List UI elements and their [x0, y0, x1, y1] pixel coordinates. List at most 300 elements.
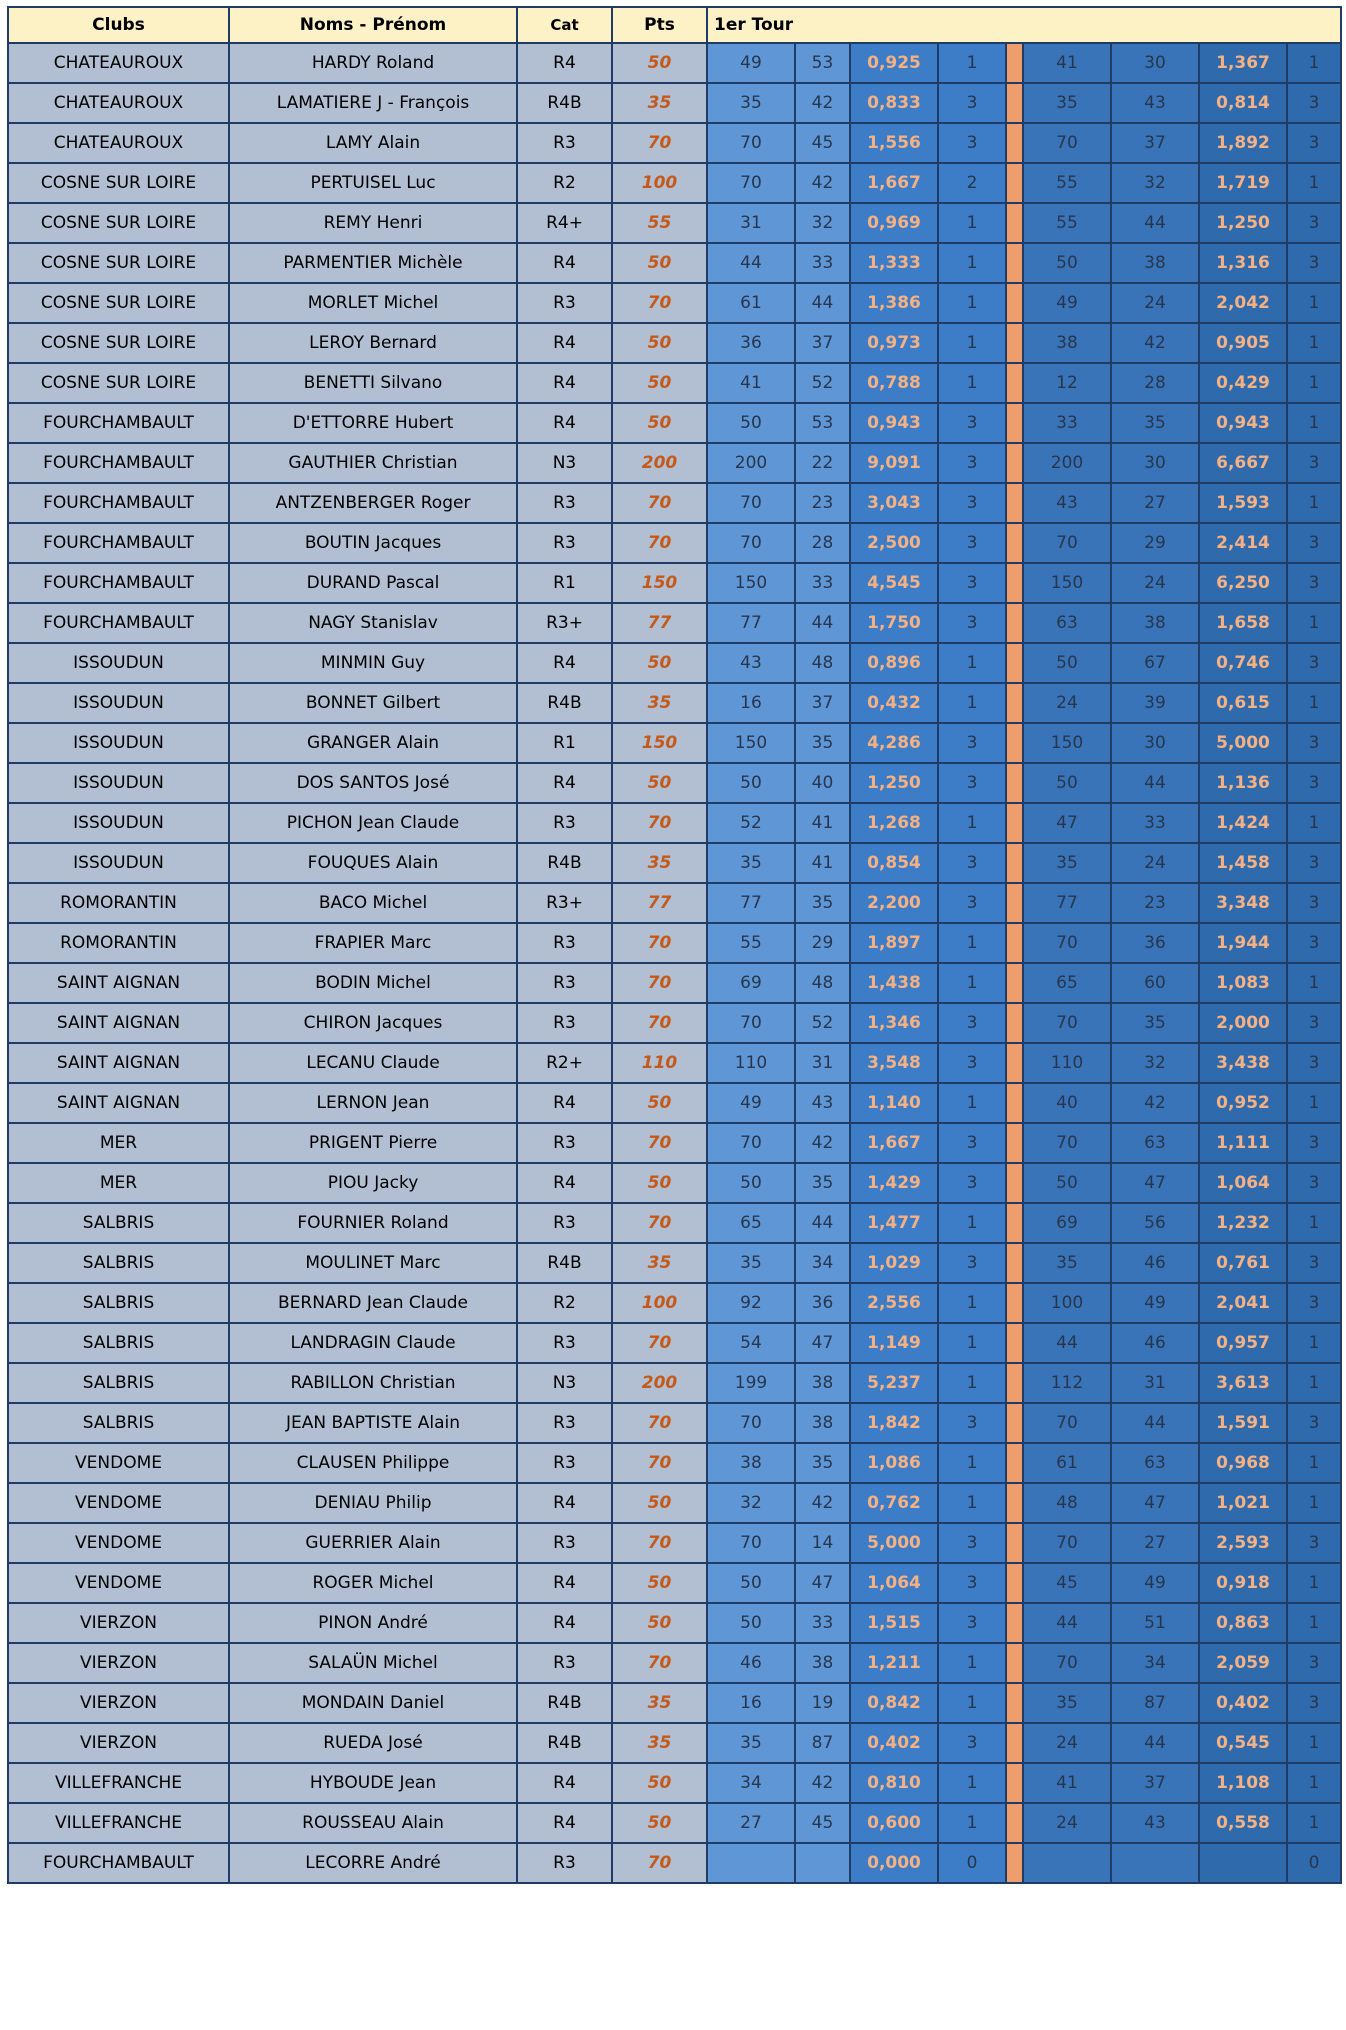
- round1-score-cell: 49: [707, 43, 795, 83]
- club-cell: VILLEFRANCHE: [8, 1763, 229, 1803]
- round2-score-cell: 41: [1023, 1763, 1111, 1803]
- category-cell: R3: [517, 963, 612, 1003]
- points-cell: 50: [612, 643, 707, 683]
- player-name-cell: GUERRIER Alain: [229, 1523, 517, 1563]
- round2-result-cell: 3: [1287, 723, 1341, 763]
- round2-result-cell: 1: [1287, 1083, 1341, 1123]
- round1-average-cell: 1,750: [850, 603, 938, 643]
- round2-score-cell: 50: [1023, 643, 1111, 683]
- points-cell: 200: [612, 443, 707, 483]
- round2-score-cell: 47: [1023, 803, 1111, 843]
- separator-cell: [1006, 1683, 1023, 1723]
- round1-average-cell: 1,386: [850, 283, 938, 323]
- round1-result-cell: 3: [938, 763, 1006, 803]
- round2-result-cell: 1: [1287, 1763, 1341, 1803]
- points-cell: 50: [612, 43, 707, 83]
- header-name: Noms - Prénom: [229, 7, 517, 43]
- round2-innings-cell: 36: [1111, 923, 1199, 963]
- club-cell: VIERZON: [8, 1683, 229, 1723]
- separator-cell: [1006, 83, 1023, 123]
- round2-innings-cell: 35: [1111, 1003, 1199, 1043]
- round1-average-cell: 1,556: [850, 123, 938, 163]
- player-name-cell: CHIRON Jacques: [229, 1003, 517, 1043]
- points-cell: 50: [612, 243, 707, 283]
- round1-innings-cell: 42: [795, 1483, 850, 1523]
- round2-innings-cell: 63: [1111, 1443, 1199, 1483]
- round1-result-cell: 1: [938, 1803, 1006, 1843]
- points-cell: 35: [612, 1723, 707, 1763]
- round2-average-cell: 1,083: [1199, 963, 1287, 1003]
- round1-score-cell: 150: [707, 723, 795, 763]
- round2-innings-cell: 30: [1111, 443, 1199, 483]
- round2-score-cell: 70: [1023, 523, 1111, 563]
- separator-cell: [1006, 803, 1023, 843]
- player-name-cell: D'ETTORRE Hubert: [229, 403, 517, 443]
- category-cell: R4: [517, 1563, 612, 1603]
- points-cell: 70: [612, 283, 707, 323]
- round2-innings-cell: 43: [1111, 83, 1199, 123]
- points-cell: 70: [612, 1323, 707, 1363]
- round1-innings-cell: 41: [795, 803, 850, 843]
- round1-result-cell: 1: [938, 1203, 1006, 1243]
- round1-average-cell: 0,762: [850, 1483, 938, 1523]
- round2-average-cell: 0,957: [1199, 1323, 1287, 1363]
- round1-innings-cell: 47: [795, 1563, 850, 1603]
- player-name-cell: BOUTIN Jacques: [229, 523, 517, 563]
- round1-score-cell: 32: [707, 1483, 795, 1523]
- table-row: [8, 1363, 1341, 1403]
- round2-result-cell: 3: [1287, 1643, 1341, 1683]
- points-cell: 70: [612, 923, 707, 963]
- table-row: [8, 83, 1341, 123]
- round1-score-cell: 77: [707, 603, 795, 643]
- round1-innings-cell: 44: [795, 603, 850, 643]
- club-cell: ROMORANTIN: [8, 883, 229, 923]
- player-name-cell: PARMENTIER Michèle: [229, 243, 517, 283]
- round2-innings-cell: 27: [1111, 1523, 1199, 1563]
- category-cell: R4B: [517, 1243, 612, 1283]
- club-cell: ISSOUDUN: [8, 843, 229, 883]
- points-cell: 50: [612, 1563, 707, 1603]
- round1-average-cell: 0,943: [850, 403, 938, 443]
- round1-result-cell: 1: [938, 1443, 1006, 1483]
- category-cell: R3: [517, 1323, 612, 1363]
- player-name-cell: LANDRAGIN Claude: [229, 1323, 517, 1363]
- round1-average-cell: 1,346: [850, 1003, 938, 1043]
- club-cell: ISSOUDUN: [8, 803, 229, 843]
- points-cell: 150: [612, 563, 707, 603]
- category-cell: R1: [517, 723, 612, 763]
- player-name-cell: HYBOUDE Jean: [229, 1763, 517, 1803]
- round1-innings-cell: [795, 1843, 850, 1883]
- table-row: [8, 523, 1341, 563]
- round2-score-cell: 61: [1023, 1443, 1111, 1483]
- player-name-cell: LECORRE André: [229, 1843, 517, 1883]
- round1-result-cell: 1: [938, 283, 1006, 323]
- club-cell: ROMORANTIN: [8, 923, 229, 963]
- points-cell: 55: [612, 203, 707, 243]
- round1-score-cell: 92: [707, 1283, 795, 1323]
- points-cell: 35: [612, 1243, 707, 1283]
- round1-innings-cell: 33: [795, 563, 850, 603]
- round1-average-cell: 1,333: [850, 243, 938, 283]
- round2-score-cell: 35: [1023, 83, 1111, 123]
- round2-result-cell: 3: [1287, 123, 1341, 163]
- round2-result-cell: 1: [1287, 683, 1341, 723]
- club-cell: FOURCHAMBAULT: [8, 563, 229, 603]
- category-cell: R4: [517, 1803, 612, 1843]
- category-cell: R4: [517, 1083, 612, 1123]
- club-cell: SALBRIS: [8, 1203, 229, 1243]
- round2-result-cell: 3: [1287, 763, 1341, 803]
- separator-cell: [1006, 1643, 1023, 1683]
- table-row: [8, 1563, 1341, 1603]
- round1-result-cell: 1: [938, 243, 1006, 283]
- round1-score-cell: 44: [707, 243, 795, 283]
- round1-result-cell: 3: [938, 83, 1006, 123]
- round1-innings-cell: 52: [795, 363, 850, 403]
- header-cat: Cat: [517, 7, 612, 43]
- round1-score-cell: 43: [707, 643, 795, 683]
- points-cell: 70: [612, 1203, 707, 1243]
- table-row: [8, 1323, 1341, 1363]
- club-cell: FOURCHAMBAULT: [8, 523, 229, 563]
- points-cell: 50: [612, 1603, 707, 1643]
- separator-cell: [1006, 1083, 1023, 1123]
- club-cell: VILLEFRANCHE: [8, 1803, 229, 1843]
- separator-cell: [1006, 1803, 1023, 1843]
- player-name-cell: GAUTHIER Christian: [229, 443, 517, 483]
- player-name-cell: PINON André: [229, 1603, 517, 1643]
- points-cell: 70: [612, 1403, 707, 1443]
- round1-average-cell: 0,896: [850, 643, 938, 683]
- round2-result-cell: 3: [1287, 563, 1341, 603]
- round1-score-cell: 49: [707, 1083, 795, 1123]
- separator-cell: [1006, 763, 1023, 803]
- round2-result-cell: 3: [1287, 1123, 1341, 1163]
- table-row: [8, 443, 1341, 483]
- club-cell: FOURCHAMBAULT: [8, 443, 229, 483]
- separator-cell: [1006, 283, 1023, 323]
- player-name-cell: LERNON Jean: [229, 1083, 517, 1123]
- separator-cell: [1006, 523, 1023, 563]
- round2-average-cell: 0,746: [1199, 643, 1287, 683]
- table-row: [8, 683, 1341, 723]
- round2-score-cell: 70: [1023, 1123, 1111, 1163]
- category-cell: R4B: [517, 1683, 612, 1723]
- round2-score-cell: 70: [1023, 1643, 1111, 1683]
- club-cell: ISSOUDUN: [8, 643, 229, 683]
- category-cell: R3: [517, 123, 612, 163]
- round2-result-cell: 1: [1287, 1723, 1341, 1763]
- player-name-cell: BODIN Michel: [229, 963, 517, 1003]
- club-cell: SAINT AIGNAN: [8, 1043, 229, 1083]
- table-row: [8, 1643, 1341, 1683]
- player-name-cell: LECANU Claude: [229, 1043, 517, 1083]
- round1-score-cell: 50: [707, 1163, 795, 1203]
- points-cell: 50: [612, 763, 707, 803]
- round1-score-cell: 36: [707, 323, 795, 363]
- round1-score-cell: 16: [707, 683, 795, 723]
- player-name-cell: PERTUISEL Luc: [229, 163, 517, 203]
- round1-score-cell: 50: [707, 403, 795, 443]
- player-name-cell: REMY Henri: [229, 203, 517, 243]
- table-row: [8, 483, 1341, 523]
- round1-average-cell: 5,237: [850, 1363, 938, 1403]
- player-name-cell: FRAPIER Marc: [229, 923, 517, 963]
- round2-result-cell: 1: [1287, 363, 1341, 403]
- player-name-cell: CLAUSEN Philippe: [229, 1443, 517, 1483]
- round2-result-cell: 3: [1287, 1283, 1341, 1323]
- separator-cell: [1006, 1523, 1023, 1563]
- round1-average-cell: 0,810: [850, 1763, 938, 1803]
- round2-average-cell: 1,108: [1199, 1763, 1287, 1803]
- round2-innings-cell: 87: [1111, 1683, 1199, 1723]
- club-cell: SALBRIS: [8, 1403, 229, 1443]
- round1-average-cell: 2,556: [850, 1283, 938, 1323]
- table-row: [8, 1403, 1341, 1443]
- club-cell: SAINT AIGNAN: [8, 963, 229, 1003]
- round2-score-cell: 69: [1023, 1203, 1111, 1243]
- points-cell: 77: [612, 883, 707, 923]
- round1-innings-cell: 35: [795, 1163, 850, 1203]
- table-row: [8, 803, 1341, 843]
- round1-score-cell: [707, 1843, 795, 1883]
- separator-cell: [1006, 923, 1023, 963]
- table-row: [8, 1803, 1341, 1843]
- separator-cell: [1006, 1603, 1023, 1643]
- table-row: [8, 363, 1341, 403]
- table-row: [8, 1003, 1341, 1043]
- separator-cell: [1006, 403, 1023, 443]
- round1-score-cell: 70: [707, 123, 795, 163]
- round2-innings-cell: 28: [1111, 363, 1199, 403]
- round2-innings-cell: 32: [1111, 163, 1199, 203]
- player-name-cell: MONDAIN Daniel: [229, 1683, 517, 1723]
- table-row: [8, 883, 1341, 923]
- club-cell: COSNE SUR LOIRE: [8, 203, 229, 243]
- round1-result-cell: 3: [938, 443, 1006, 483]
- table-row: [8, 1203, 1341, 1243]
- header-pts: Pts: [612, 7, 707, 43]
- round2-result-cell: 1: [1287, 163, 1341, 203]
- round2-average-cell: 1,591: [1199, 1403, 1287, 1443]
- round2-average-cell: 0,943: [1199, 403, 1287, 443]
- round2-score-cell: 48: [1023, 1483, 1111, 1523]
- round1-average-cell: 4,286: [850, 723, 938, 763]
- round2-score-cell: 35: [1023, 843, 1111, 883]
- round1-result-cell: 1: [938, 1483, 1006, 1523]
- round1-score-cell: 69: [707, 963, 795, 1003]
- separator-cell: [1006, 1723, 1023, 1763]
- round1-result-cell: 1: [938, 683, 1006, 723]
- player-name-cell: DENIAU Philip: [229, 1483, 517, 1523]
- round1-result-cell: 3: [938, 523, 1006, 563]
- club-cell: ISSOUDUN: [8, 763, 229, 803]
- round1-score-cell: 50: [707, 1563, 795, 1603]
- round1-innings-cell: 19: [795, 1683, 850, 1723]
- round2-score-cell: 38: [1023, 323, 1111, 363]
- round2-innings-cell: 31: [1111, 1363, 1199, 1403]
- round1-score-cell: 70: [707, 163, 795, 203]
- round1-innings-cell: 48: [795, 643, 850, 683]
- separator-cell: [1006, 1763, 1023, 1803]
- round1-average-cell: 0,973: [850, 323, 938, 363]
- points-cell: 50: [612, 1083, 707, 1123]
- player-name-cell: GRANGER Alain: [229, 723, 517, 763]
- round1-result-cell: 1: [938, 323, 1006, 363]
- round2-innings-cell: 33: [1111, 803, 1199, 843]
- category-cell: N3: [517, 443, 612, 483]
- round2-result-cell: 1: [1287, 963, 1341, 1003]
- header-tour: 1er Tour: [707, 7, 1341, 43]
- club-cell: FOURCHAMBAULT: [8, 603, 229, 643]
- club-cell: VENDOME: [8, 1483, 229, 1523]
- round2-average-cell: 6,250: [1199, 563, 1287, 603]
- points-cell: 150: [612, 723, 707, 763]
- results-table: [7, 6, 1342, 1884]
- category-cell: R2+: [517, 1043, 612, 1083]
- round2-average-cell: 1,232: [1199, 1203, 1287, 1243]
- round1-result-cell: 3: [938, 1123, 1006, 1163]
- round2-innings-cell: 38: [1111, 603, 1199, 643]
- player-name-cell: ROGER Michel: [229, 1563, 517, 1603]
- round2-score-cell: 45: [1023, 1563, 1111, 1603]
- separator-cell: [1006, 123, 1023, 163]
- round2-innings-cell: 56: [1111, 1203, 1199, 1243]
- round2-result-cell: 3: [1287, 443, 1341, 483]
- round1-average-cell: 4,545: [850, 563, 938, 603]
- round2-innings-cell: 49: [1111, 1283, 1199, 1323]
- table-row: [8, 243, 1341, 283]
- round2-innings-cell: 42: [1111, 323, 1199, 363]
- points-cell: 35: [612, 683, 707, 723]
- table-row: [8, 123, 1341, 163]
- points-cell: 70: [612, 1123, 707, 1163]
- table-row: [8, 283, 1341, 323]
- player-name-cell: BERNARD Jean Claude: [229, 1283, 517, 1323]
- round2-score-cell: 70: [1023, 923, 1111, 963]
- round2-result-cell: 3: [1287, 1043, 1341, 1083]
- round2-score-cell: 44: [1023, 1603, 1111, 1643]
- round2-innings-cell: 32: [1111, 1043, 1199, 1083]
- round1-innings-cell: 53: [795, 43, 850, 83]
- round2-average-cell: 0,814: [1199, 83, 1287, 123]
- round1-innings-cell: 41: [795, 843, 850, 883]
- player-name-cell: BENETTI Silvano: [229, 363, 517, 403]
- round2-innings-cell: 63: [1111, 1123, 1199, 1163]
- table-row: [8, 1723, 1341, 1763]
- club-cell: COSNE SUR LOIRE: [8, 283, 229, 323]
- table-row: [8, 1163, 1341, 1203]
- round1-innings-cell: 42: [795, 1123, 850, 1163]
- round1-score-cell: 200: [707, 443, 795, 483]
- round2-result-cell: 1: [1287, 483, 1341, 523]
- round1-innings-cell: 35: [795, 883, 850, 923]
- category-cell: R3: [517, 1003, 612, 1043]
- round2-result-cell: 3: [1287, 523, 1341, 563]
- round1-score-cell: 31: [707, 203, 795, 243]
- round1-innings-cell: 38: [795, 1643, 850, 1683]
- round1-result-cell: 3: [938, 1043, 1006, 1083]
- player-name-cell: NAGY Stanislav: [229, 603, 517, 643]
- round1-result-cell: 1: [938, 1083, 1006, 1123]
- round2-innings-cell: 43: [1111, 1803, 1199, 1843]
- separator-cell: [1006, 1123, 1023, 1163]
- round1-innings-cell: 14: [795, 1523, 850, 1563]
- player-name-cell: LEROY Bernard: [229, 323, 517, 363]
- round1-score-cell: 35: [707, 1243, 795, 1283]
- round2-innings-cell: 24: [1111, 843, 1199, 883]
- round1-average-cell: 0,842: [850, 1683, 938, 1723]
- round2-innings-cell: 51: [1111, 1603, 1199, 1643]
- round2-innings-cell: 46: [1111, 1243, 1199, 1283]
- table-row: [8, 603, 1341, 643]
- category-cell: R3: [517, 1843, 612, 1883]
- table-row: [8, 43, 1341, 83]
- separator-cell: [1006, 1483, 1023, 1523]
- round2-score-cell: 200: [1023, 443, 1111, 483]
- round1-score-cell: 110: [707, 1043, 795, 1083]
- round1-score-cell: 70: [707, 523, 795, 563]
- points-cell: 70: [612, 1643, 707, 1683]
- round2-innings-cell: 38: [1111, 243, 1199, 283]
- round1-result-cell: 3: [938, 843, 1006, 883]
- table-row: [8, 1283, 1341, 1323]
- round2-score-cell: 50: [1023, 1163, 1111, 1203]
- round1-average-cell: 1,515: [850, 1603, 938, 1643]
- round2-result-cell: 1: [1287, 283, 1341, 323]
- round2-score-cell: 50: [1023, 763, 1111, 803]
- round1-average-cell: 0,854: [850, 843, 938, 883]
- round1-score-cell: 150: [707, 563, 795, 603]
- table-row: [8, 1243, 1341, 1283]
- round1-innings-cell: 28: [795, 523, 850, 563]
- category-cell: R4: [517, 363, 612, 403]
- round1-score-cell: 46: [707, 1643, 795, 1683]
- club-cell: ISSOUDUN: [8, 723, 229, 763]
- points-cell: 50: [612, 363, 707, 403]
- club-cell: SALBRIS: [8, 1323, 229, 1363]
- club-cell: VENDOME: [8, 1523, 229, 1563]
- round2-innings-cell: [1111, 1843, 1199, 1883]
- round1-innings-cell: 32: [795, 203, 850, 243]
- points-cell: 70: [612, 963, 707, 1003]
- round2-average-cell: 2,042: [1199, 283, 1287, 323]
- club-cell: SALBRIS: [8, 1243, 229, 1283]
- points-cell: 70: [612, 1443, 707, 1483]
- category-cell: R3: [517, 1403, 612, 1443]
- category-cell: R3: [517, 1123, 612, 1163]
- round2-result-cell: 0: [1287, 1843, 1341, 1883]
- round2-average-cell: 6,667: [1199, 443, 1287, 483]
- round1-score-cell: 35: [707, 843, 795, 883]
- round2-innings-cell: 37: [1111, 123, 1199, 163]
- club-cell: SALBRIS: [8, 1283, 229, 1323]
- separator-cell: [1006, 1243, 1023, 1283]
- round1-result-cell: 1: [938, 203, 1006, 243]
- round1-score-cell: 70: [707, 1123, 795, 1163]
- table-row: [8, 1763, 1341, 1803]
- club-cell: FOURCHAMBAULT: [8, 483, 229, 523]
- round1-result-cell: 3: [938, 483, 1006, 523]
- separator-cell: [1006, 883, 1023, 923]
- category-cell: R3: [517, 923, 612, 963]
- category-cell: R4B: [517, 843, 612, 883]
- round1-average-cell: 3,043: [850, 483, 938, 523]
- round2-score-cell: 55: [1023, 203, 1111, 243]
- round2-result-cell: 1: [1287, 1603, 1341, 1643]
